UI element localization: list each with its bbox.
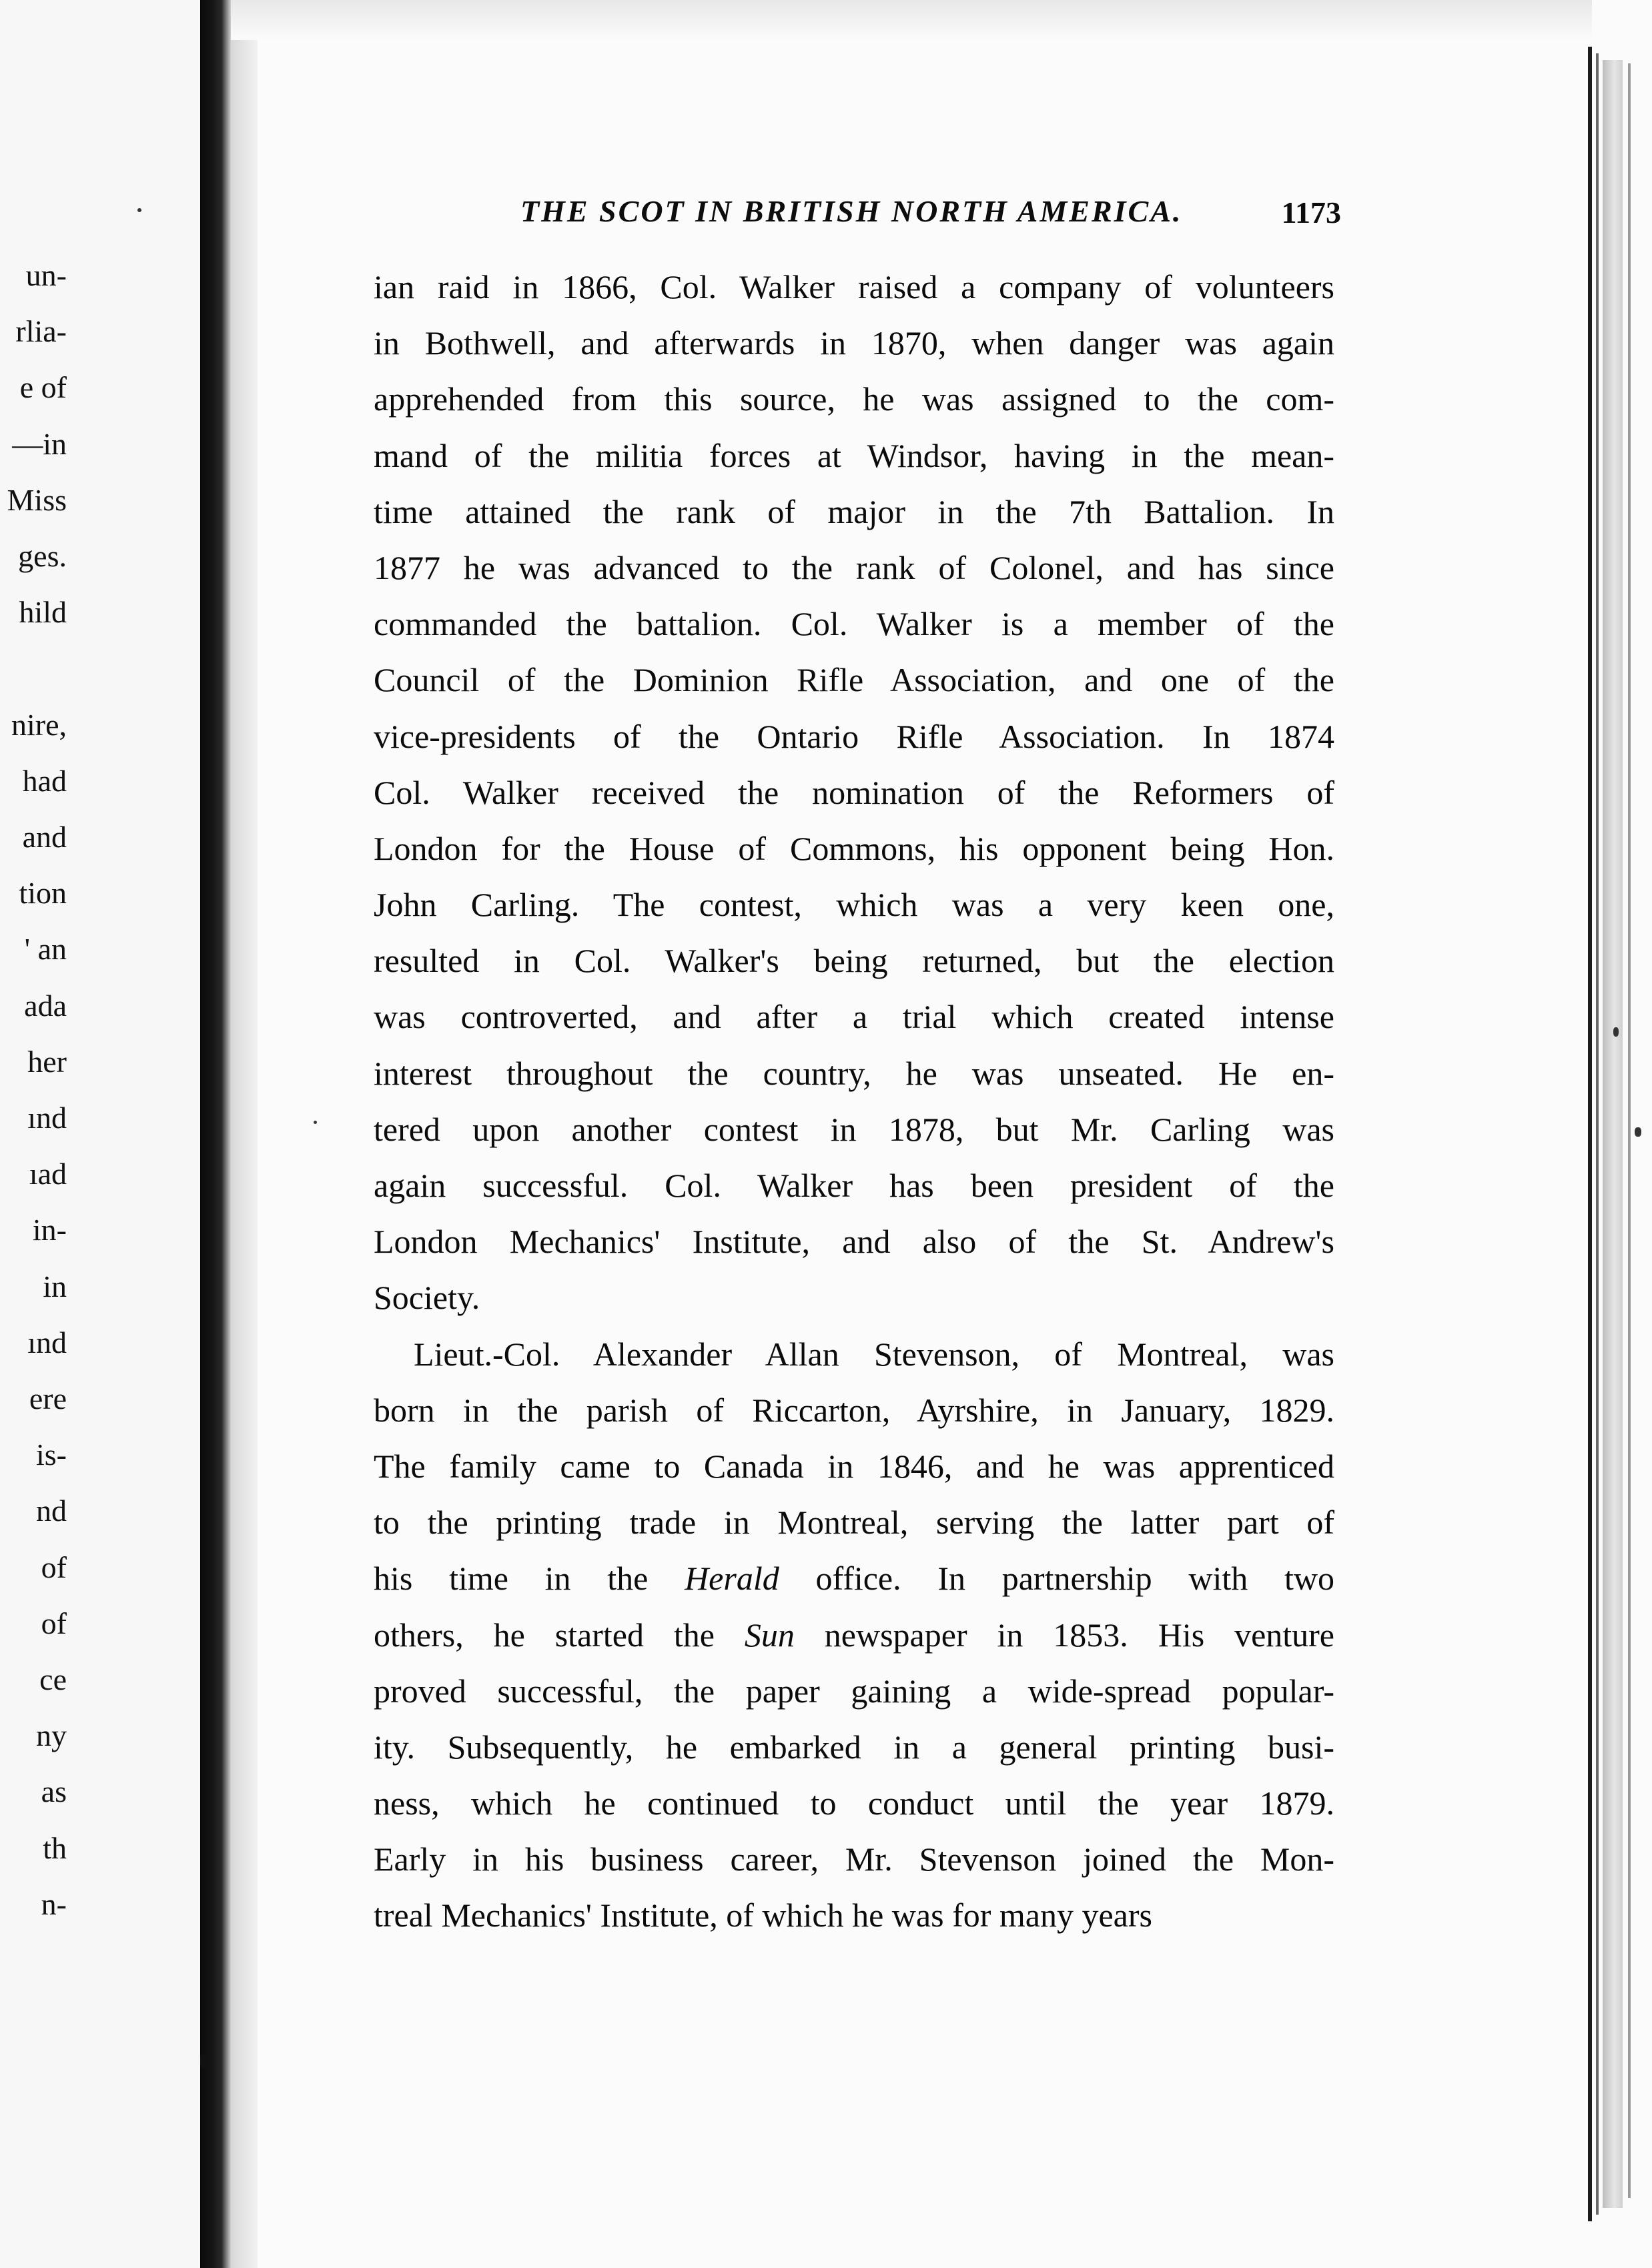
left-page-fragment: had: [22, 763, 67, 798]
left-page-fragment: ce: [39, 1662, 67, 1696]
text-run: ness, which he continued to conduct until the year 1879.: [374, 1784, 1334, 1822]
left-page-fragment: ıad: [29, 1157, 67, 1191]
left-page-fragment: is-: [36, 1438, 67, 1472]
text-line: [374, 877, 1334, 933]
text-line: [374, 540, 1334, 596]
text-run: was controverted, and after a trial which created intense: [374, 998, 1334, 1036]
text-run: 1877 he was advanced to the rank of Colonel, and has since: [374, 548, 1334, 586]
page-edge: [1588, 47, 1592, 2221]
text-run: resulted in Col. Walker's being returned, but the election: [374, 942, 1334, 980]
text-line: [374, 1101, 1334, 1157]
text-run: Society.: [374, 1279, 480, 1317]
text-run: commanded the battalion. Col. Walker is a member of the: [374, 605, 1334, 643]
text-line: [374, 371, 1334, 427]
left-page-fragment: in: [43, 1269, 67, 1303]
left-page-fragment: hild: [19, 595, 67, 630]
italic-title: Sun: [744, 1616, 795, 1654]
text-run: time attained the rank of major in the 7th Battalion. In: [374, 492, 1334, 530]
text-line: [374, 989, 1334, 1045]
left-page-fragment: n-: [41, 1886, 67, 1921]
text-line: [374, 1887, 1334, 1943]
text-run: mand of the militia forces at Windsor, having in the mean-: [374, 436, 1334, 474]
text-run: newspaper in 1853. His venture: [794, 1616, 1335, 1654]
text-line: [374, 1775, 1334, 1831]
text-line: [374, 259, 1334, 315]
text-run: vice-presidents of the Ontario Rifle Association. In 1874: [374, 717, 1334, 755]
page-header: [520, 193, 1348, 233]
text-line: [374, 764, 1334, 820]
text-line: [374, 1719, 1334, 1775]
text-run: his time in the: [374, 1560, 685, 1598]
left-page-fragment: un-: [25, 258, 67, 292]
text-line: [374, 1213, 1334, 1269]
text-run: born in the parish of Riccarton, Ayrshire, in January, 1829.: [374, 1391, 1334, 1429]
left-page-fragment: th: [43, 1830, 67, 1865]
text-line: [374, 484, 1334, 540]
text-run: office. In partnership with two: [779, 1560, 1334, 1598]
print-speck: [314, 1121, 317, 1124]
text-run: ian raid in 1866, Col. Walker raised a company of volunteers: [374, 268, 1334, 306]
text-line: [374, 652, 1334, 708]
left-page-fragment: e of: [19, 370, 67, 405]
left-page-fragment: of: [41, 1550, 67, 1584]
body-text: [374, 259, 1334, 1944]
left-page-fragment: ' an: [24, 932, 67, 967]
text-run: Early in his business career, Mr. Stevenson joined the Mon-: [374, 1840, 1334, 1878]
left-page-fragment: in-: [32, 1213, 67, 1247]
text-run: Council of the Dominion Rifle Association, and one of the: [374, 661, 1334, 699]
text-line: [374, 1045, 1334, 1101]
text-line: [374, 1382, 1334, 1438]
text-run: proved successful, the paper gaining a wide-spread popular-: [374, 1672, 1334, 1710]
page-top-shading: [231, 0, 1592, 40]
text-line: [374, 1831, 1334, 1887]
left-page-fragment: ges.: [18, 539, 67, 573]
left-page-fragment: Miss: [7, 482, 67, 517]
text-line: [374, 933, 1334, 989]
text-line: [374, 596, 1334, 652]
left-page-fragment: tion: [19, 876, 67, 911]
left-page-fragment: ny: [36, 1718, 67, 1753]
text-line: [374, 1550, 1334, 1606]
text-line: [374, 1494, 1334, 1550]
text-run: treal Mechanics' Institute, of which he was for many years: [374, 1896, 1152, 1934]
text-line: [374, 708, 1334, 764]
page-number: 1173: [1281, 195, 1341, 229]
left-page-fragment: rlia-: [15, 314, 67, 349]
page-edge-stack: [1603, 60, 1623, 2208]
print-speck: [1613, 1027, 1619, 1037]
text-run: ity. Subsequently, he embarked in a general printing busi-: [374, 1728, 1334, 1766]
text-line: [374, 1607, 1334, 1663]
gutter-shadow: [231, 0, 258, 2268]
text-run: again successful. Col. Walker has been president of the: [374, 1167, 1334, 1204]
text-line: [374, 428, 1334, 484]
left-page-fragment: as: [41, 1774, 67, 1809]
left-page-fragment: ınd: [27, 1101, 67, 1135]
left-page-fragment: ınd: [27, 1325, 67, 1359]
left-page-fragment: nd: [36, 1494, 67, 1528]
text-run: London Mechanics' Institute, and also of the St. Andrew's: [374, 1223, 1334, 1261]
book-gutter: [200, 0, 231, 2268]
text-run: in Bothwell, and afterwards in 1870, when danger was again: [374, 324, 1334, 362]
text-run: interest throughout the country, he was unseated. He en-: [374, 1054, 1334, 1092]
text-line: [374, 820, 1334, 877]
text-line: [374, 1326, 1334, 1382]
text-run: London for the House of Commons, his opponent being Hon.: [374, 829, 1334, 867]
text-run: John Carling. The contest, which was a very keen one,: [374, 886, 1334, 924]
text-line: [374, 1157, 1334, 1213]
text-run: to the printing trade in Montreal, serving the latter part of: [374, 1504, 1334, 1542]
print-speck: [137, 208, 141, 212]
text-line: [374, 1663, 1334, 1719]
print-speck: [200, 2055, 208, 2068]
text-line: [374, 315, 1334, 371]
left-page-fragment: —in: [12, 426, 67, 461]
left-page-fragment: her: [27, 1044, 67, 1079]
text-run: Lieut.-Col. Alexander Allan Stevenson, of Montreal, was: [414, 1335, 1334, 1373]
left-page-fragment: ere: [29, 1381, 67, 1415]
text-run: The family came to Canada in 1846, and he was apprenticed: [374, 1447, 1334, 1485]
text-run: tered upon another contest in 1878, but Mr. Carling was: [374, 1110, 1334, 1148]
left-page-fragment: nire,: [11, 707, 67, 742]
left-page-fragment: ada: [24, 988, 67, 1023]
running-head: THE SCOT IN BRITISH NORTH AMERICA.: [520, 194, 1183, 228]
text-run: apprehended from this source, he was assigned to the com-: [374, 380, 1334, 418]
left-page-fragment: of: [41, 1606, 67, 1640]
page-edge: [1628, 63, 1631, 2198]
text-run: others, he started the: [374, 1616, 745, 1654]
print-speck: [1635, 1127, 1641, 1137]
text-run: Col. Walker received the nomination of the Reformers of: [374, 773, 1334, 811]
left-facing-page: [0, 0, 200, 2268]
left-page-fragment: and: [22, 820, 67, 854]
text-line: [374, 1438, 1334, 1494]
page-edge: [1596, 53, 1599, 2215]
italic-title: Herald: [685, 1560, 779, 1598]
text-line: [374, 1269, 1334, 1325]
